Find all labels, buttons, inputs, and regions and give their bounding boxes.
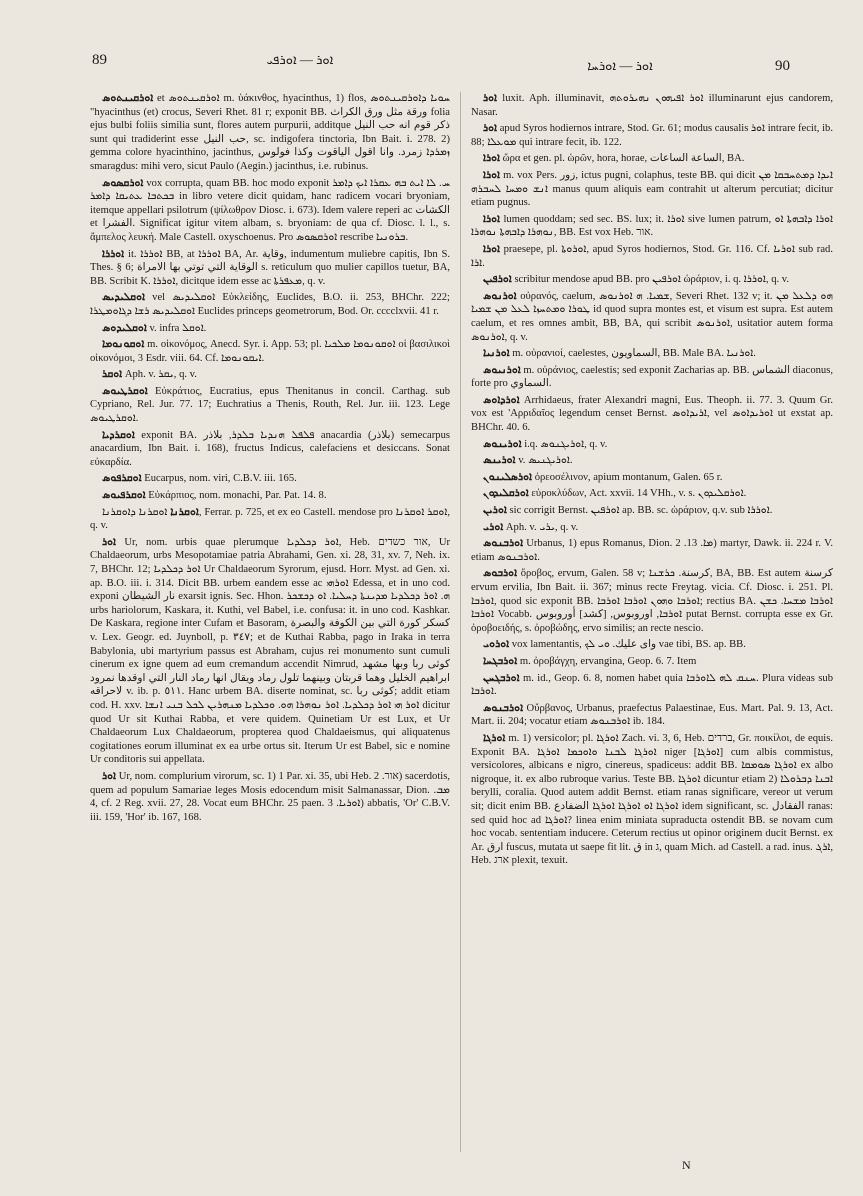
entry-headword: ܐܘܪܘܝ	[483, 639, 510, 651]
entry-text: οὐρανός, caelum, ܫܡܝܐ. ܗ ܐܘܪܢܘܣ, Severi Rhet. 132 v; it. ܗܘ ܕܠܥܠ ܡܢ ܛܘܪܐ ܘܡܬܚܙܐ ܠܥܠ ܡܢ ܫܡܝܐ id quod supra montes est, et visum est supra. Est autem caelum, et res omnes ambit, BB, BA, qui scribit ܐܘܪܢܘܣ, usitatior autem forma ܐܘܪܢܘܣ, q. v.	[471, 290, 833, 343]
entry-headword: ܐܘܩܪܦܘܣ	[102, 473, 142, 485]
dictionary-entry	[471, 487, 833, 501]
entry-headword: ܐܘܪܐ	[483, 243, 501, 255]
dictionary-entry	[471, 152, 833, 166]
dictionary-entry	[90, 770, 450, 824]
dictionary-entry	[471, 655, 833, 669]
dictionary-entry	[90, 368, 450, 382]
entry-text: Εὐκάρπιος, nom. monachi, Par. Pat. 14. 8.	[148, 490, 327, 502]
entry-text: Ur, nom. urbis quae plerumque ܐܘܪ ܕܟܠܕܝܐ, Heb. אור כשדים, Ur Chaldaeorum, urbs Mesopotamiae patria Abrahami, Gen. xi. 28, 31, xv. 7, Neh. ix. 7, BHChr. 12; ܐܘܪ ܕܟܠܕܝܐ Ur Chaldaeorum Syrorum, ejusd. Horr. Myst. ad Gen. xi. ap. B.O. iii. i. 314. Dicit BB. urbem eandem esse ac ܐܘܪܗܝ Edessa, et in uno cod. exponi نار الشيطان exarsit ignis. Sec. Hhon. ܗ. ܐܘܪ ܕܟܠܕܝܐ ܡܕܝܢܬܐ ܕܚܠܝܐ. ܐܘ ܕܟܫܟܪ urbs hariolorum, Kaskara, it. Kuthi, vel Babel, i.e. confusa: it. in uno cod. Kashkar. De Kaskara, regione inter Cufam et Basoram, كسكر كورة التي بين الكوفة والبصرة v. Lex. Geogr. ed. Juynboll, p. ٣٤٧; et de Kuthai Rabba, pago in Iraka in terra Babylonia, ubi martyrium passus est Abraham, cujus rei monumento sunt cumuli cinerum ex igne quem ad eum cremandum accendit Nimrud, كوثى ربا وبها مشهد ابراهيم الخليل وهما قربتان وبينهما تلول رماد ويقال انها رماد النار التي اوقدها نمرود لاحراقه v. ib. p. ٥١١. Hanc urbem BA. diserte nominat, sc. كوثى ربا; addit etiam cod. H. xxv. ܐܘܪ ܗܝ ܐܘܪ ܕܟܠܕܝܐ. ܐܘܪ ܢܘܗܪܐ ܗܘ. ܘܟܠܕܝܐ ܡܢܗܪܝܢ ܠܟܠ ܒܢܝ ܐܢܫܐ dicitur quod Ur sit Kuthai Rabba, et vere quidem. Quinetiam Ur est Lux, et Ur Chaldaeorum Lux Chaldaeorum, propterea quod Chaldaeismus, qui aliquatenus cogitationes eorum illuminat ex ea urbe ortus sit. Iterum Ur est Babel, sic e nomine Ur conditoris sui appellata.	[90, 536, 450, 766]
entry-text: luxit. Aph. illuminavit, ܐܘܪ ܐܦܝܗܘܢ ܢܗܝܪܘܬܗ illuminarunt ejus candorem, Nasar.	[471, 93, 833, 118]
entry-headword: ܐܘܪܣܠܝܢܘܢ	[483, 471, 533, 483]
entry-text: lumen quoddam; sed sec. BS. lux; it. ܐܘܪܐ sive lumen patrum, ܐܘܪܐ ܕܐܒܗܬܐ ܐܘ ܢܘܗܪܐ ܕܐܒܗܬܐ ܢܘܗܪܐ, BB. Est vox Heb. אור.	[471, 213, 833, 239]
entry-text: v. ܐܘܪܝܓܢܝܣ.	[518, 455, 573, 467]
entry-text: Arrhidaeus, frater Alexandri magni, Eus. Theoph. ii. 77. 3. Quum Gr. vox est 'Αρριδαῖος legendum censet Bernst. ܐܪܝܕܐܘܣ, vel ܐܘܪܝܕܐܘܣ ut exstat ap. BHChr. 40. 6.	[471, 394, 833, 434]
entry-headword: ܐܘܪ	[102, 770, 117, 782]
entry-text: m. οἰκονόμος, Anecd. Syr. i. App. 53; pl. ܐܘܩܘܢܘܡܐ ܡܠܟܝܐ οἱ βασιλικοὶ οἰκονόμοι, 3 Esdr. viii. 64. Cf. ܐܝܩܘܢܘܡܐ.	[90, 339, 450, 364]
entry-headword: ܐܘܪܢܘܣ	[483, 290, 517, 302]
dictionary-entry	[471, 504, 833, 518]
entry-headword: ܐܘܪܓܐ	[483, 732, 506, 744]
entry-text: Aph. v. ܝܪܝ, q. v.	[505, 521, 579, 533]
dictionary-entry	[471, 243, 833, 270]
entry-headword: ܐܘܪܒܓܚܢ	[483, 672, 520, 684]
dictionary-entry	[90, 429, 450, 470]
entry-text: m. vox Pers. زور, ictus pugni, colaphus, teste BB. qui dicit ܐܝܕܐ ܕܡܬܚܒܩܐ ܡܢ ܐܢܫ ܘܡܚܐ ܠܚܒܪܗ manus quum aliquis eam contrahit ut alterum percutiat; dicitur etiam pugnus.	[471, 169, 833, 209]
entry-text: Urbanus, 1) epus Romanus, Dion. ܡܐ. 13. 2) martyr, Dawk. ii. 224 r. V. etiam ܐܘܪܒܢܘܣ.	[471, 538, 833, 563]
dictionary-entry	[90, 338, 450, 365]
entry-text: praesepe, pl. ܐܘܪܘܬܐ, apud Syros hodiernos, Stod. Gr. 116. Cf. ܐܘܪܝܐ sub rad. ܐܪܐ.	[471, 243, 833, 269]
entry-headword: ܐܘܩܠܝܕܝܣ	[102, 292, 145, 304]
entry-headword: ܐܘܩܪܕܝܐ	[102, 429, 135, 441]
dictionary-entry	[471, 537, 833, 564]
dictionary-entry	[90, 92, 450, 174]
dictionary-entry	[90, 291, 450, 318]
dictionary-entry	[471, 347, 833, 361]
entry-headword: ܐܘܪܐ	[483, 169, 501, 181]
entry-headword: ܐܘܪܢܝܘܣ	[483, 364, 521, 376]
running-head-left: ܐܘܪ — ܐܘܪܦܝ	[266, 52, 334, 67]
entry-headword: ܐܘܩܪܦܝܘܣ	[102, 490, 146, 502]
entry-headword: ܐܘܪ	[102, 536, 117, 548]
dictionary-entry	[90, 177, 450, 245]
dictionary-entry	[90, 536, 450, 767]
page-number-right: 90	[775, 58, 790, 74]
entry-text: m. οὐράνιος, caelestis; sed exponit Zacharias ap. BB. الشماس diaconus, forte pro السماوي.	[471, 364, 833, 390]
entry-text: v. infra ܐܘܩܠ.	[149, 322, 207, 334]
entry-headword: ܐܘܩܠܝܕܘܣ	[102, 322, 147, 334]
dictionary-entry	[90, 506, 450, 533]
entry-text: Eucarpus, nom. viri, C.B.V. iii. 165.	[144, 473, 297, 485]
entry-headword: ܐܘܪܩܠܝܕܘܢ	[483, 488, 529, 500]
dictionary-entry	[471, 213, 833, 240]
entry-text: m. ὀροβάγχη, ervangina, Geop. 6. 7. Item	[519, 655, 697, 667]
entry-headword: ܐܘܪܐ	[483, 213, 501, 225]
entry-headword: ܐܘܪܒܘܣ	[483, 568, 518, 580]
entry-text: apud Syros hodiernos intrare, Stod. Gr. 61; modus causalis ܐܘܪ intrare fecit, ib. 88; ܡܘܥܠܐ qui intrare fecit, ib. 122.	[471, 123, 833, 148]
dictionary-entry	[90, 385, 450, 426]
dictionary-entry	[471, 702, 833, 729]
dictionary-entry	[90, 248, 450, 289]
entry-text: Εὐκράτιος, Eucratius, epus Thenitanus in concil. Carthag. sub Cypriano, Rel. Jur. 77. 17; Euchratius a Thenis, Routh, Rel. Jur. iii. 123. Lege ܐܘܩܪܛܝܘܣ.	[90, 385, 450, 425]
dictionary-entry	[471, 732, 833, 868]
entry-headword: ܐܘܪܒܢܘܣ	[483, 538, 524, 550]
dictionary-entry	[471, 454, 833, 468]
entry-headword: ܐܘܩܪ	[102, 369, 123, 381]
running-head-right: ܐܘܪ — ܐܘܪܚܐ	[587, 58, 653, 73]
page-number-left: 89	[92, 52, 107, 68]
entry-headword: ܐܘܩܪܢܐ	[170, 506, 199, 518]
entry-text: εὐροκλύδων, Act. xxvii. 14 VHh., v. s. ܐܘܪܩܠܝܕܘܢ.	[531, 488, 747, 500]
entry-headword: ܐܘܪܒܓܚܐ	[483, 655, 518, 667]
dictionary-entry	[90, 322, 450, 336]
left-column	[90, 92, 450, 1152]
right-column	[471, 92, 833, 1152]
entry-headword: ܐܘܪܩܝܢܬܘܣ	[102, 93, 154, 104]
dictionary-entry	[471, 364, 833, 391]
entry-text: et ܐܘܪܩܝܢܬܘܣ m. ὑάκινθος, hyacinthus, 1) flos, ܚܘܝܐ ܕܐܘܪܩܝܢܬܘܣ "hyacinthus (et) crocus, Severi Rhet. 81 r; exponit BB. ورقة مثل ورق الكراث folia ejus bulbi foliis similia sunt, flores autem purpurii, additque ذكر قوم انه حب النيل sunt qui tradiderint esse حب النيل, sc. indigofera tinctoria, Ibn Bait. i. 278. 2) gemma colore hyacinthino, jacinthus, ܙܡܪܕܐ زمرد. وانا اقول الياقوت وكذا فولوس smaragdus: mihi vero, sicut Paulo (Aegin.) jacinthus, i.e. rubinus.	[90, 93, 450, 172]
dictionary-entry	[471, 169, 833, 210]
entry-text: ܐܘܩܪܢܐ ܕܐܘܩܪܢܐ, Ferrar. p. 725, et ex eo Castell. mendose pro ܐܘܩܪ ܐܘܩܪܢܐ, q. v.	[90, 506, 450, 532]
entry-headword: ܐܘܪܩܣܘܣ	[102, 177, 144, 189]
dictionary-entry	[471, 438, 833, 452]
entry-text: ὀρεοσέλινον, apium montanum, Galen. 65 r.	[534, 471, 723, 483]
dictionary-entry	[90, 489, 450, 503]
dictionary-entry	[471, 290, 833, 344]
entry-headword: ܐܘܪܐ	[483, 153, 501, 165]
entry-headword: ܐܘܪܝ	[483, 521, 504, 533]
entry-text: Ur, nom. complurium virorum, sc. 1) 1 Par. xi. 35, ubi Heb. אור. 2) sacerdotis, quem ad populum Samariae leges Mosis edocendum misit Salmanassar, Dion. ܡܒ. 4, cf. 2 Reg. xvii. 27, 28. Vocat eum BHChr. 25 paen. ܐܘܪܝܐ. 3) abbatis, 'Or' C.B.V. iii. 159, 'Hor' ib. 167, 168.	[90, 770, 450, 823]
entry-text: exponit BA. ܦܠܦܠ ܗܢܕܝܐ ܒܠܕܪ, بلاذر anacardia (بلاذر) semecarpus anacardium, Ibn Bait. i. 168), fructus Indicus, calefaciens et desiccans. Sonat εὐκαρδία.	[90, 429, 450, 468]
dictionary-entry	[471, 122, 833, 149]
entry-headword: ܐܘܩܪܛܝܘܣ	[102, 385, 148, 397]
entry-headword: ܐܘܪܦܝܢ	[483, 274, 512, 286]
dictionary-entry	[471, 672, 833, 699]
dictionary-entry	[471, 394, 833, 435]
entry-text: m. 1) versicolor; pl. ܐܘܪܓܐ Zach. vi. 3, 6, Heb. ברדים, Gr. ποικίλοι, de equis. Exponit BA. ܐܘܪܓܐ ܠܒܢܐ ܘܐܘܟܡܐ ܐܘܪܓܐ niger [ܐܘܪܓܐ] cum albis commistus, versicolores, albicans e nigro, cinereus, spadiceus: addit BB. ܐܘܪܓܐ ܣܘܡܩܐ ex albo nigroque, it. ex albo rubroque varius. Teste BB. ܐܘܪܓܐ dicuntur etiam 2) ܐܒܢܐ ܕܒܪܘܠܐ berylli, coralia. Quod autem addit Bernst. etiam ranas significare, vereor ut verum sit; dicit enim BB. ܐܘܪܓܐ ܐܘ ܐܘܪܓܐ ܐܘܪܓܐ الضفادع idem significant, sc. الفقادل ranas: sed quid hoc ad ܐܘܪܓܐ? linea enim miniata supraducta ostendit BB. se novam cum hoc vocab. sententiam inducere. Ceterum rectius ut opinor originem ducit Bernst. ex Ar. ارق fuscus, mutata ut saepe fit lit. ق in ג, quam Mich. ad Castell. a rad. inus. ܐܪܓ, Heb. ארג plexit, texuit.	[471, 732, 833, 867]
entry-text: ὥρα et gen. pl. ὡρῶν, hora, horae, الساعة الساعات, BA.	[502, 153, 745, 165]
entry-headword: ܐܘܪ	[483, 93, 498, 104]
entry-headword: ܐܘܩܘܢܘܡܐ	[102, 339, 145, 351]
entry-headword: ܐܘܪܪܐ	[102, 248, 125, 260]
dictionary-entry	[90, 472, 450, 486]
dictionary-entry	[471, 521, 833, 535]
dictionary-entry	[471, 273, 833, 287]
entry-headword: ܐܘܪܝܢ	[483, 505, 507, 517]
entry-text: vel ܐܘܩܠܝܕܝܣ Εὐκλείδης, Euclides, B.O. ii. 253, BHChr. 222; ܐܘܩܠܝܕܝܣ ܪܫܐ ܕܓܐܘܡܛܪܐ Euclides princeps geometrorum, Bod. Or. cccclxvii. 41 r.	[90, 292, 450, 317]
entry-text: vox lamentantis, واى عليك. ܘܝ ܠܟ vae tibi, BS. ap. BB.	[511, 639, 746, 651]
entry-text: Οὔρβανος, Urbanus, praefectus Palaestinae, Eus. Mart. Pal. 9. 13, Act. Mart. ii. 204; vocatur etiam ܐܘܪܒܢܘܣ ib. 184.	[471, 702, 833, 728]
column-divider	[460, 92, 461, 1152]
entry-headword: ܐܘܪܒܢܘܣ	[483, 702, 524, 714]
entry-headword: ܐܘܪܢܝܐ	[483, 348, 510, 360]
entry-text: vox corrupta, quam BB. hoc modo exponit ܚ. ܠܐ ܐܝܬ ܒܗ ܥܩܪܐ ܐܝܟ ܕܐܡܪ ܒܟܬܒܐ ܥܬܝܩܐ ܕܐܡܪ in libro vetere dicit quidam, hanc radicem vocari bryoniam, itemque appellari psilotrum (ψίλωθρον Diosc. i. 673). Idem valere reperi ac الكشات et الفشرا. Significat igitur vitem albam, s. bryoniam: de qua cf. Diosc. l. l., s. ἄμπελος λευκή. Male Castell. oxyschoenus. Pro ܐܘܪܩܣܘܣ rescribe ܒܪܘܢܝܐ.	[90, 177, 450, 243]
dictionary-entry	[471, 567, 833, 635]
entry-headword: ܐܘܪܕܐܘܣ	[483, 394, 520, 406]
entry-text: scribitur mendose apud BB. pro ܐܘܪܦܝܢ ὡράριον, i. q. ܐܘܪܪܐ, q. v.	[514, 274, 790, 286]
entry-text: sic corrigit Bernst. ܐܘܪܦܝܢ ap. BB. sc. ὡράριον, q.v. sub ܐܘܪܪܐ.	[509, 505, 773, 517]
entry-text: it. ܐܘܪܪܐ BB, at ܐܘܪܪܐ BA, Ar. وقاية, indumentum muliebre capitis, Ibn S. Thes. § 6; الوقاية التي توتي بها الامراة s. reticulum quo mulier capillos tuetur, BA, BB. Scribit K. ܐܘܪܪܐ, dicitque idem esse ac ܡܥܦܪܬܐ, q. v.	[90, 248, 450, 287]
entry-text: m. οὐρανιοί, caelestes, السماويون, BB. Male BA. ܐܘܪܢܝܐ.	[512, 348, 756, 360]
dictionary-entry	[471, 92, 833, 119]
dictionary-entry	[471, 638, 833, 652]
entry-text: Aph. v. ܝܩܪ, q. v.	[124, 369, 197, 381]
signature-mark: N	[682, 1158, 691, 1172]
entry-text: i.q. ܐܘܪܝܓܢܘܣ, q. v.	[524, 438, 608, 450]
dictionary-entry	[471, 471, 833, 485]
entry-text: m. id., Geop. 6. 8, nomen habet quia ܚܢܩ ܠܗ ܠܐܘܪܒܐ. Plura videas sub ܐܘܪܒܐ.	[471, 672, 833, 698]
entry-text: ὄροβος, ervum, Galen. 58 v; كرسنة. ܟܪܫܢܐ, BA, BB. Est autem كرسنة ervum ervilia, Ibn Bait. ii. 367; minus recte Freytag. vicia. Cf. Diosc. i. 251. Pl. ܐܘܪܒܐ, quod sic exponit BB. ܐܘܪܒܐ ܘܗܘܢ ܐܘܪܒܐ ܐܘܪܒܐ; rectius BA. ܐܘܪܒܐ ܡܫܚܐ. ܟܫܢ ܐܘܪܒܐ Vocabb. ܐܘܪܒܐ, اوروبوس, [كشد] أوروبوس putat Bernst. corrupta esse ex Gr. ὀροβοειδής, s. ὀροβώδης, ervo similis; an recte nescio.	[471, 568, 833, 634]
entry-headword: ܐܘܪ	[483, 123, 498, 135]
entry-headword: ܐܘܪܝܢܘܣ	[483, 438, 522, 450]
entry-headword: ܐܘܪܝܢܣ	[483, 455, 516, 467]
page-header	[0, 52, 863, 76]
